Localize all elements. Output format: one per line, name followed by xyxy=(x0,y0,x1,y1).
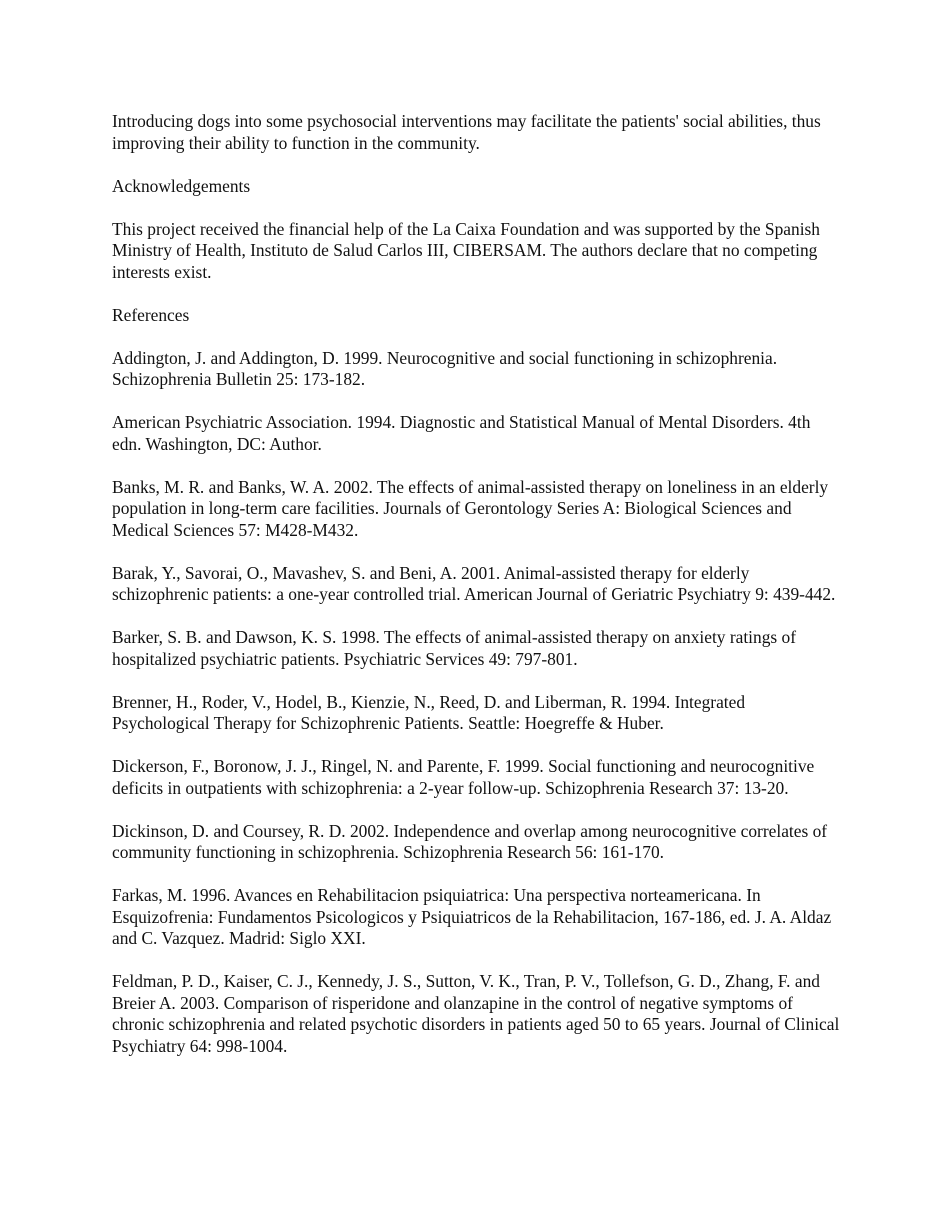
reference-item: Feldman, P. D., Kaiser, C. J., Kennedy, J. S., Sutton, V. K., Tran, P. V., Tollefson, G. D., Zhang, F. and Breier A. 2003. Comparison of risperidone and olanzapine in the control of negative symptoms of chronic schizophrenia and related psychotic disorders in patients aged 50 to 65 years. Journal of Clinical Psychiatry 64: 998-1004. xyxy=(112,971,840,1056)
intro-paragraph: Introducing dogs into some psychosocial interventions may facilitate the patients' social abilities, thus improving their ability to function in the community. xyxy=(112,111,821,153)
reference-list xyxy=(112,348,842,1058)
reference-item: Addington, J. and Addington, D. 1999. Neurocognitive and social functioning in schizophrenia. Schizophrenia Bulletin 25: 173-182. xyxy=(112,347,778,389)
reference-item: American Psychiatric Association. 1994. Diagnostic and Statistical Manual of Mental Disorders. 4th edn. Washington, DC: Author. xyxy=(112,412,811,454)
acknowledgements-text: This project received the financial help of the La Caixa Foundation and was supported by the Spanish Ministry of Health, Instituto de Salud Carlos III, CIBERSAM. The authors declare that no competing interests exist. xyxy=(112,218,820,282)
references-heading: References xyxy=(112,304,190,325)
reference-item: Barak, Y., Savorai, O., Mavashev, S. and Beni, A. 2001. Animal-assisted therapy for elderly schizophrenic patients: a one-year controlled trial. American Journal of Geriatric Psychiatry 9: 439-442. xyxy=(112,562,836,604)
reference-item: Barker, S. B. and Dawson, K. S. 1998. The effects of animal-assisted therapy on anxiety ratings of hospitalized psychiatric patients. Psychiatric Services 49: 797-801. xyxy=(112,627,796,669)
document-page xyxy=(112,111,842,1079)
reference-item: Banks, M. R. and Banks, W. A. 2002. The effects of animal-assisted therapy on loneliness in an elderly population in long-term care facilities. Journals of Gerontology Series A: Biological Sciences and Medical Sciences 57: M428-M432. xyxy=(112,476,829,540)
reference-item: Dickerson, F., Boronow, J. J., Ringel, N. and Parente, F. 1999. Social functioning and neurocognitive deficits in outpatients with schizophrenia: a 2-year follow-up. Schizophrenia Research 37: 13-20. xyxy=(112,756,815,798)
reference-item: Farkas, M. 1996. Avances en Rehabilitacion psiquiatrica: Una perspectiva norteamericana. In Esquizofrenia: Fundamentos Psicologicos y Psiquiatricos de la Rehabilitacion, 167-186, ed. J. A. Aldaz and C. Vazquez. Madrid: Siglo XXI. xyxy=(112,885,832,948)
acknowledgements-heading: Acknowledgements xyxy=(112,175,251,196)
reference-item: Dickinson, D. and Coursey, R. D. 2002. Independence and overlap among neurocognitive correlates of community functioning in schizophrenia. Schizophrenia Research 56: 161-170. xyxy=(112,820,828,862)
reference-item: Brenner, H., Roder, V., Hodel, B., Kienzie, N., Reed, D. and Liberman, R. 1994. Integrated Psychological Therapy for Schizophrenic Patients. Seattle: Hoegreffe & Huber. xyxy=(112,691,746,733)
